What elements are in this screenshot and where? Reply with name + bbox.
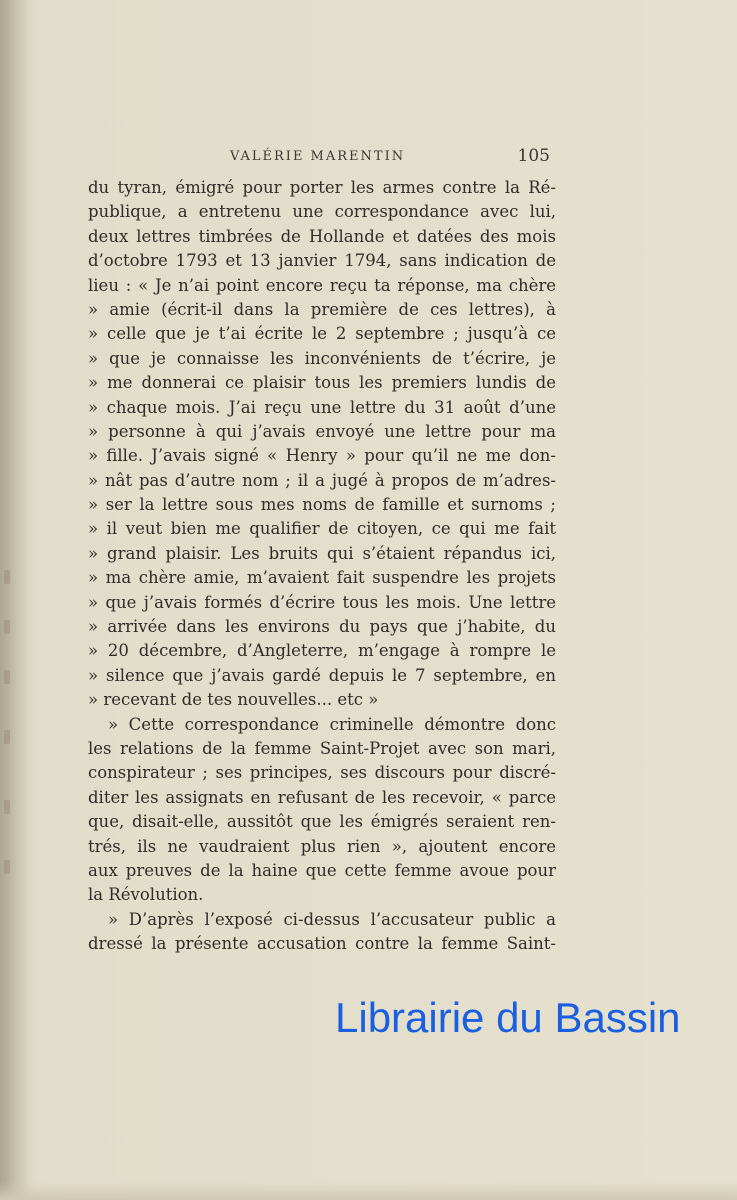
- page-number: 105: [517, 146, 550, 166]
- margin-mark: [4, 800, 10, 814]
- text-line: » il veut bien me qualifier de citoyen, ce qui me fait: [88, 519, 556, 539]
- page-header: [226, 146, 556, 170]
- text-line: » fille. J’avais signé « Henry » pour qu’il ne me don-: [88, 446, 556, 466]
- text-line: » personne à qui j’avais envoyé une lettre pour ma: [88, 421, 556, 441]
- margin-mark: [4, 860, 10, 874]
- text-line: publique, a entretenu une correspondance avec lui,: [88, 202, 556, 222]
- text-line: d’octobre 1793 et 13 janvier 1794, sans indication de: [88, 251, 556, 271]
- text-line: » 20 décembre, d’Angleterre, m’engage à rompre le: [88, 641, 556, 661]
- watermark: Librairie du Bassin: [335, 994, 681, 1041]
- running-title: VALÉRIE MARENTIN: [230, 149, 406, 164]
- text-line: » me donnerai ce plaisir tous les premiers lundis de: [88, 373, 556, 393]
- margin-pencil-marks: [0, 560, 22, 950]
- margin-mark: [4, 670, 10, 684]
- text-line: lieu : « Je n’ai point encore reçu ta réponse, ma chère: [88, 275, 556, 295]
- text-line: » celle que je t’ai écrite le 2 septembre ; jusqu’à ce: [88, 324, 556, 344]
- page-bottom-edge: [0, 1182, 737, 1200]
- text-line: » amie (écrit-il dans la première de ces lettres), à: [88, 299, 556, 319]
- text-line: » que je connaisse les inconvénients de t’écrire, je: [88, 348, 556, 368]
- margin-mark: [4, 570, 10, 584]
- text-line: » grand plaisir. Les bruits qui s’étaient répandus ici,: [88, 543, 556, 563]
- text-line: les relations de la femme Saint-Projet avec son mari,: [88, 738, 556, 758]
- text-line: » que j’avais formés d’écrire tous les mois. Une lettre: [88, 592, 556, 612]
- text-line: » recevant de tes nouvelles... etc »: [88, 690, 379, 710]
- text-line: » arrivée dans les environs du pays que j’habite, du: [88, 617, 556, 637]
- text-line: deux lettres timbrées de Hollande et datées des mois: [88, 226, 556, 246]
- text-line: du tyran, émigré pour porter les armes contre la Ré-: [88, 178, 556, 197]
- text-line: » ma chère amie, m’avaient fait suspendre les projets: [88, 568, 556, 588]
- text-line: conspirateur ; ses principes, ses discours pour discré-: [88, 763, 556, 783]
- margin-mark: [4, 730, 10, 744]
- text-line: » ser la lettre sous mes noms de famille et surnoms ;: [88, 495, 556, 515]
- text-line: dressé la présente accusation contre la femme Saint-: [88, 934, 556, 954]
- text-line: » Cette correspondance criminelle démontre donc: [108, 714, 556, 734]
- body-text: [88, 176, 556, 957]
- text-line: aux preuves de la haine que cette femme avoue pour: [88, 860, 556, 880]
- text-line: » D’après l’exposé ci-dessus l’accusateur public a: [108, 909, 556, 929]
- text-line: » silence que j’avais gardé depuis le 7 septembre, en: [88, 665, 556, 685]
- text-line: diter les assignats en refusant de les recevoir, « parce: [88, 787, 556, 807]
- text-line: » nât pas d’autre nom ; il a jugé à propos de m’adres-: [88, 470, 556, 490]
- text-line: que, disait-elle, aussitôt que les émigrés seraient ren-: [88, 812, 556, 832]
- text-line: la Révolution.: [88, 885, 204, 905]
- text-line: trés, ils ne vaudraient plus rien », ajoutent encore: [88, 836, 556, 856]
- text-line: » chaque mois. J’ai reçu une lettre du 31 août d’une: [88, 397, 556, 417]
- margin-mark: [4, 620, 10, 634]
